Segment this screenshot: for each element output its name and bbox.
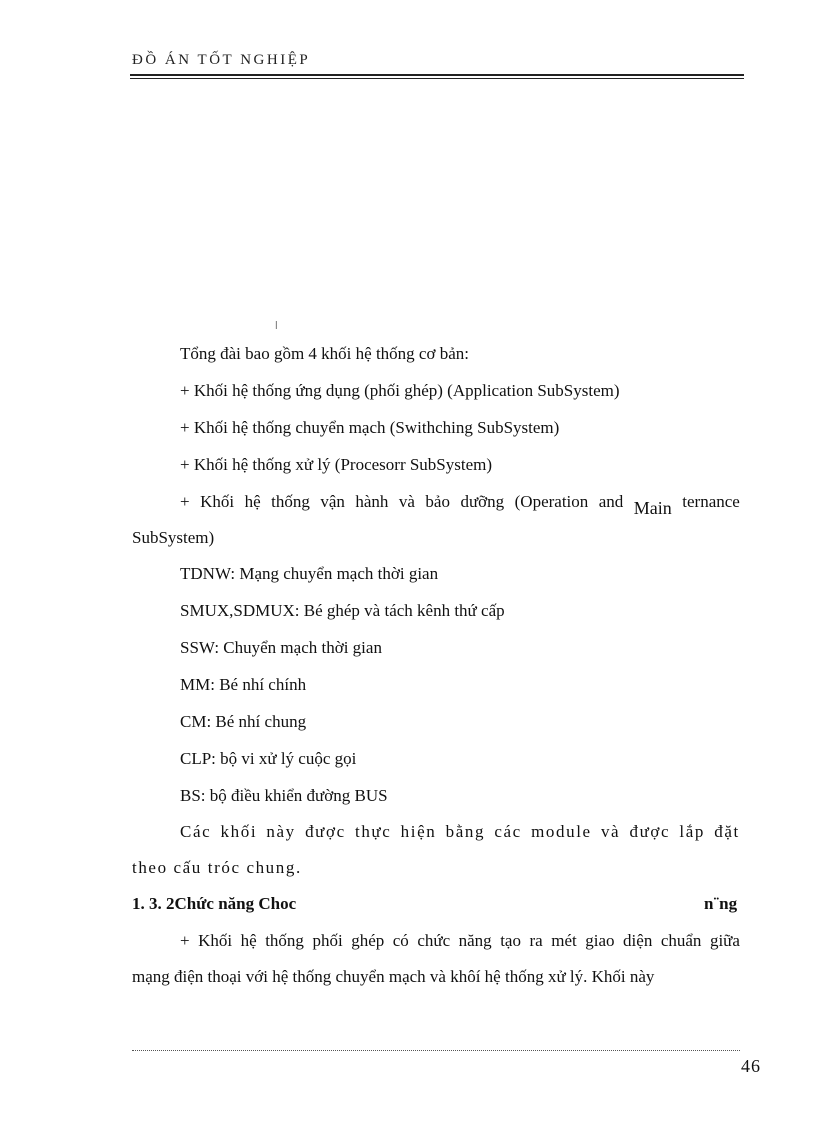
document-header-title: ĐỒ ÁN TỐT NGHIỆP — [132, 52, 311, 68]
word: các — [494, 822, 522, 841]
word: bảo — [425, 492, 450, 511]
word: ghép — [351, 931, 385, 950]
list-item-operation-cont: SubSystem) — [132, 528, 215, 547]
word: này — [266, 822, 296, 841]
word: dưỡng — [460, 492, 505, 511]
word: Khối — [200, 492, 235, 511]
def-cm: CM: Bé nhí chung — [180, 712, 307, 731]
word: (Operation — [514, 492, 589, 511]
paragraph-modules — [180, 822, 740, 842]
word: hệ — [240, 931, 257, 950]
section-heading: 1. 3. 2Chức năng Choc — [132, 894, 297, 913]
word: hành — [355, 492, 389, 511]
list-item-processor: + Khối hệ thống xử lý (Procesorr SubSystem) — [180, 455, 493, 474]
word: chức — [417, 931, 451, 950]
def-ssw: SSW: Chuyển mạch thời gian — [180, 638, 382, 657]
def-mm: MM: Bé nhí chính — [180, 675, 307, 694]
word: module — [531, 822, 592, 841]
word: vận — [320, 492, 345, 511]
word: khối — [220, 822, 258, 841]
word: mét — [551, 931, 577, 950]
word: and — [598, 492, 624, 511]
list-item-application: + Khối hệ thống ứng dụng (phối ghép) (Application SubSystem) — [180, 381, 620, 400]
word: ternance — [682, 492, 740, 511]
paragraph-interface — [180, 931, 740, 951]
word: Các — [180, 822, 212, 841]
footer-dotted-rule — [132, 1050, 740, 1051]
intro-line: Tổng đài bao gồm 4 khối hệ thống cơ bản: — [180, 344, 469, 363]
word: thực — [355, 822, 392, 841]
def-tdnw: TDNW: Mạng chuyển mạch thời gian — [180, 564, 439, 583]
paragraph-interface-cont: mạng điện thoại với hệ thống chuyển mạch và khôí hệ thống xử lý. Khối này — [132, 967, 655, 986]
paragraph-modules-cont: theo cấu tróc chung. — [132, 858, 302, 877]
word: giao — [585, 931, 615, 950]
word-main: Main — [633, 498, 672, 518]
word: và — [600, 822, 621, 841]
word: năng — [458, 931, 492, 950]
word: được — [629, 822, 671, 841]
word: hệ — [244, 492, 261, 511]
word: thống — [271, 492, 310, 511]
word: thống — [265, 931, 304, 950]
page-number: 46 — [741, 1056, 761, 1076]
word: lắp — [679, 822, 705, 841]
word: Khối — [198, 931, 233, 950]
section-heading-tail: n¨ng — [704, 894, 738, 913]
word: tạo — [500, 931, 521, 950]
def-bs: BS: bộ điều khiển đường BUS — [180, 786, 388, 805]
header-rule-thin — [130, 78, 744, 79]
word: được — [305, 822, 346, 841]
word: hiện — [400, 822, 437, 841]
word: + — [180, 931, 190, 950]
list-item-operation — [180, 492, 740, 518]
word: ra — [529, 931, 543, 950]
word: và — [398, 492, 415, 511]
word: đặt — [714, 822, 740, 841]
word: diện — [623, 931, 653, 950]
list-item-switching: + Khối hệ thống chuyển mạch (Swithching SubSystem) — [180, 418, 560, 437]
def-smux: SMUX,SDMUX: Bé ghép và tách kênh thứ cấp — [180, 601, 505, 620]
def-clp: CLP: bộ vi xử lý cuộc gọi — [180, 749, 357, 768]
word: phối — [312, 931, 343, 950]
word: bằng — [445, 822, 486, 841]
word: giữa — [709, 931, 740, 950]
word: chuẩn — [660, 931, 702, 950]
header-rule-thick — [130, 74, 744, 76]
word: có — [392, 931, 409, 950]
stray-mark: ǀ — [275, 318, 278, 332]
word: + — [180, 492, 190, 511]
